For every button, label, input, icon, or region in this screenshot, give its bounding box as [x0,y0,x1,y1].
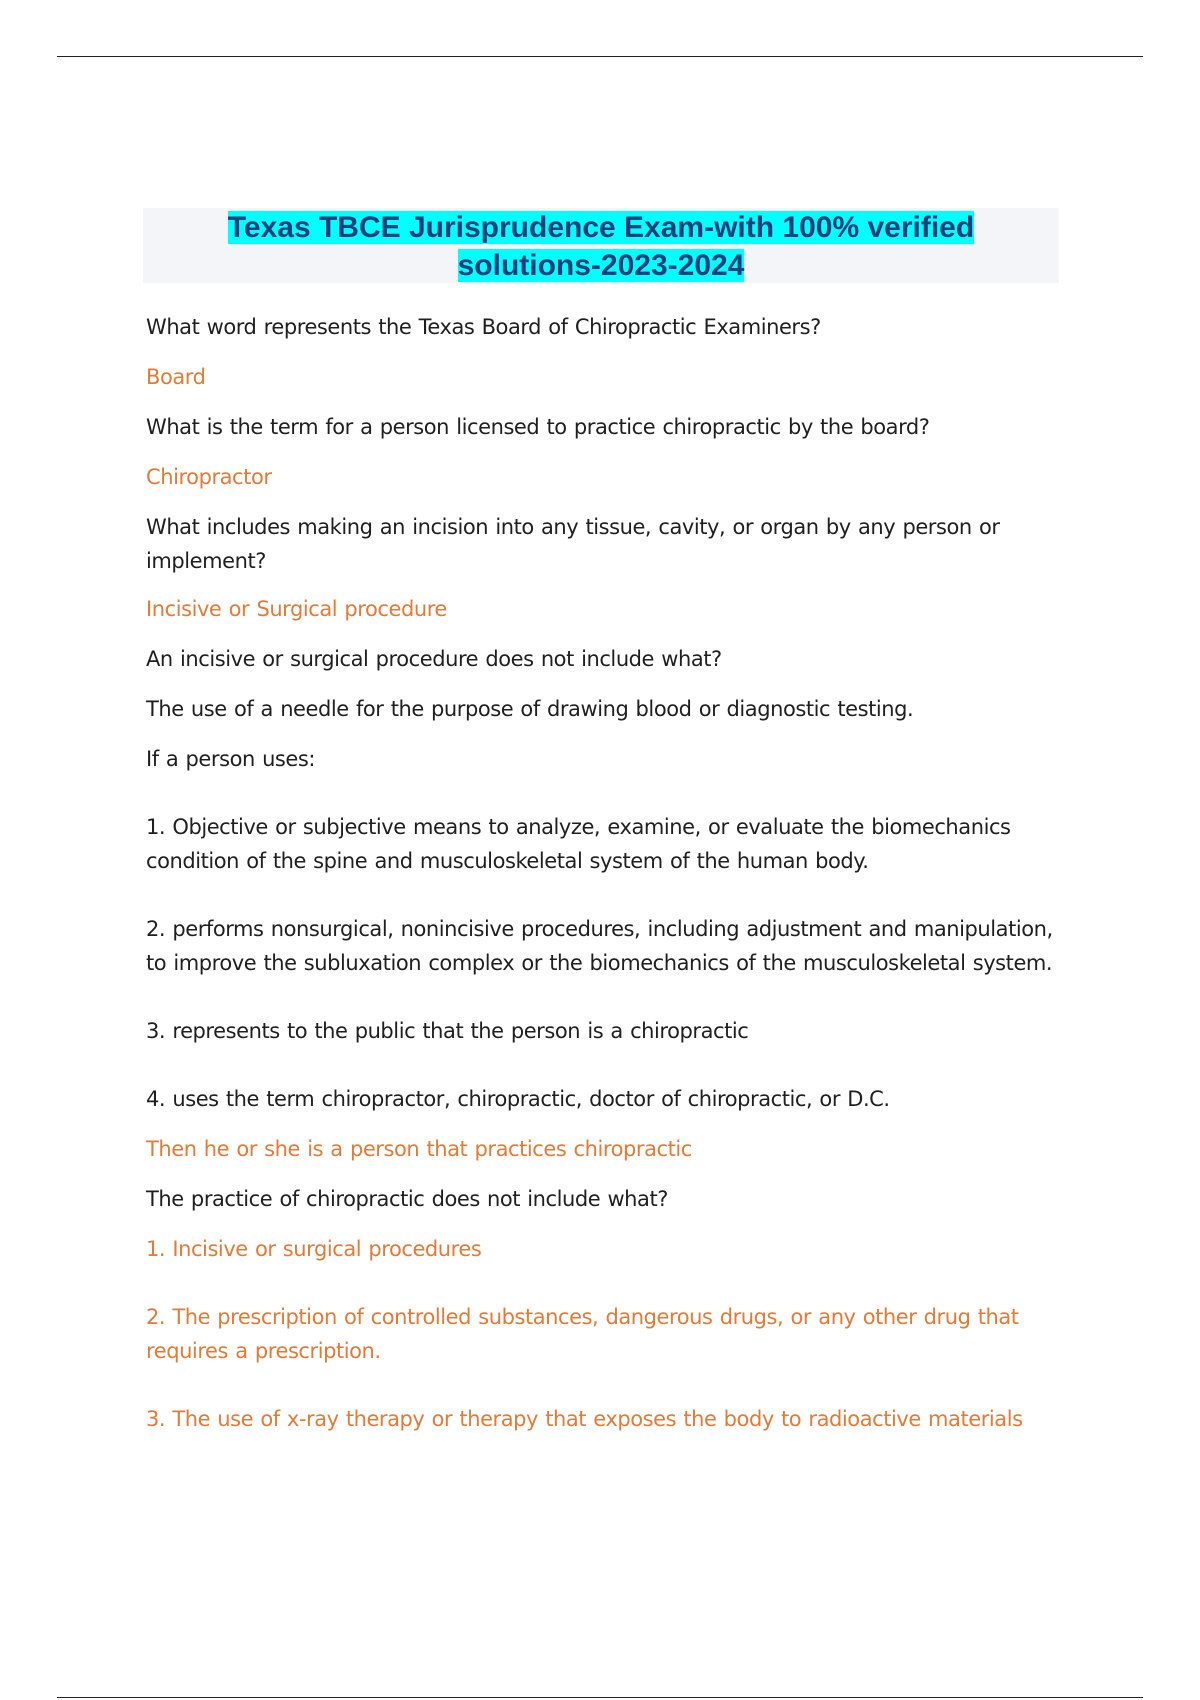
answer-board: Board [146,365,206,389]
answer-practices-chiropractic: Then he or she is a person that practices chiropractic [146,1137,692,1161]
answer-chiropractor: Chiropractor [146,465,272,489]
answer-exclusion-2: 2. The prescription of controlled substances, dangerous drugs, or any other drug that requires a prescription. [146,1305,1019,1363]
question-incision: What includes making an incision into any tissue, cavity, or organ by any person or implement? [146,515,1000,573]
document-body [146,310,1061,1436]
question-procedure-exclusion: An incisive or surgical procedure does not include what? [146,647,722,671]
question-chiropractor: What is the term for a person licensed to practice chiropractic by the board? [146,415,930,439]
page-top-rule [57,56,1143,57]
list-item-4: 4. uses the term chiropractor, chiropractic, doctor of chiropractic, or D.C. [146,1087,890,1111]
answer-needle-use: The use of a needle for the purpose of drawing blood or diagnostic testing. [146,697,914,721]
list-item-2: 2. performs nonsurgical, nonincisive procedures, including adjustment and manipulation, to improve the subluxation complex or the biomechanics of the musculoskeletal system. [146,917,1053,975]
page-bottom-rule [57,1697,1143,1698]
document-title-line-1: Texas TBCE Jurisprudence Exam-with 100% verified [227,211,975,244]
answer-exclusion-3: 3. The use of x-ray therapy or therapy that exposes the body to radioactive materials [146,1407,1023,1431]
question-board: What word represents the Texas Board of Chiropractic Examiners? [146,315,821,339]
question-practice-exclusion: The practice of chiropractic does not include what? [146,1187,668,1211]
question-if-person-uses: If a person uses: [146,747,315,771]
document-title-line-2: solutions-2023-2024 [457,249,745,282]
list-item-3: 3. represents to the public that the person is a chiropractic [146,1019,749,1043]
answer-incisive-procedure: Incisive or Surgical procedure [146,597,447,621]
document-title-block [143,208,1059,283]
answer-exclusion-1: 1. Incisive or surgical procedures [146,1237,482,1261]
list-item-1: 1. Objective or subjective means to analyze, examine, or evaluate the biomechanics condition of the spine and musculoskeletal system of the human body. [146,815,1011,873]
